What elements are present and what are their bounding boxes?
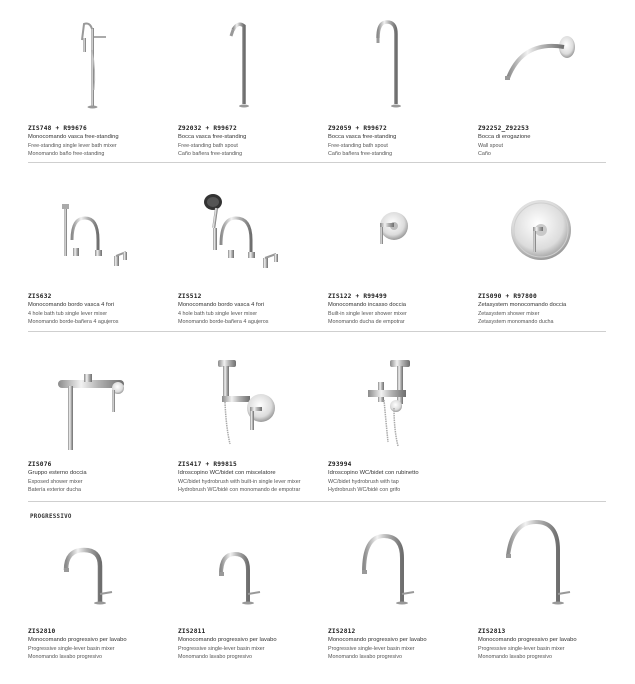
product-name-en: 4 hole bath tub single lever mixer: [28, 310, 108, 317]
product-code: ZIS2810: [28, 628, 56, 635]
product-name-it: Idroscopino WC/bidet con miscelatore: [178, 470, 276, 476]
built-in-shower-mixer-image: [328, 190, 478, 280]
product-name-es: Hydrobrush WC/bidé con grifo: [328, 487, 401, 494]
product-name-en: Free-standing single lever bath mixer: [28, 142, 117, 149]
product-name-en: Wall spout: [478, 142, 503, 149]
product-code: ZIS417 + R99815: [178, 461, 237, 468]
product-code: Z92032 + R99672: [178, 125, 237, 132]
product-name-en: 4 hole bath tub single lever mixer: [178, 310, 258, 317]
product-code: ZIS090 + R97800: [478, 293, 537, 300]
product-name-es: Monomando lavabo progresivo: [478, 654, 553, 661]
product-name-en: WC/bidet hydrobrush with tap: [328, 478, 399, 485]
wall-spout-image: [478, 20, 628, 115]
product-name-es: Monomando borde-bañera 4 agujeros: [178, 319, 269, 326]
product-code: Z92252_Z92253: [478, 125, 530, 132]
product-name-en: Progressive single-lever basin mixer: [478, 645, 565, 652]
basin-mixer-image: [328, 530, 478, 610]
product-name-it: Bocca vasca free-standing: [328, 134, 397, 140]
product-name-it: Monocomando vasca free-standing: [28, 134, 119, 140]
product-name-en: Free-standing bath spout: [178, 142, 238, 149]
product-code: Z93994: [328, 461, 352, 468]
section-label: PROGRESSIVO: [30, 514, 72, 520]
zetasystem-shower-mixer-image: [478, 190, 628, 280]
product-name-it: Idroscopino WC/bidet con rubinetto: [328, 470, 419, 476]
product-name-en: Zetasystem shower mixer: [478, 310, 540, 317]
product-name-es: Caño bañera free-standing: [178, 151, 243, 158]
wc-bidet-hydrobrush-with-tap-image: [328, 352, 478, 452]
product-name-en: Exposed shower mixer: [28, 478, 83, 485]
product-name-es: Monomando lavabo progresivo: [178, 654, 253, 661]
product-name-en: Built-in single lever shower mixer: [328, 310, 407, 317]
product-name-en: Progressive single-lever basin mixer: [178, 645, 265, 652]
product-name-it: Monocomando progressivo per lavabo: [178, 637, 277, 643]
product-name-es: Hydrobrush WC/bidé con monomando de empotrar: [178, 487, 301, 494]
product-code: Z92059 + R99672: [328, 125, 387, 132]
product-name-it: Zetasystem monocomando doccia: [478, 302, 567, 308]
product-name-es: Monomando baño free-standing: [28, 151, 105, 158]
row-divider: [28, 501, 606, 502]
product-name-es: Caño: [478, 151, 491, 158]
product-name-it: Monocomando bordo vasca 4 fori: [28, 302, 115, 308]
freestanding-bath-spout-image: [328, 20, 478, 115]
product-name-it: Monocomando progressivo per lavabo: [328, 637, 427, 643]
product-code: ZIS632: [28, 293, 52, 300]
basin-mixer-image: [28, 530, 178, 610]
product-name-es: Zetasystem monomando ducha: [478, 319, 554, 326]
product-name-en: WC/bidet hydrobrush with built-in single lever mixer: [178, 478, 301, 485]
product-name-en: Free-standing bath spout: [328, 142, 388, 149]
row-divider: [28, 331, 606, 332]
product-code: ZIS512: [178, 293, 202, 300]
basin-mixer-image: [478, 520, 628, 610]
freestanding-bath-mixer-image: [28, 20, 178, 115]
basin-mixer-image: [178, 530, 328, 610]
product-name-en: Progressive single-lever basin mixer: [28, 645, 115, 652]
product-name-es: Monomando borde-bañera 4 agujeros: [28, 319, 119, 326]
product-name-es: Monomando ducha de empotrar: [328, 319, 405, 326]
product-code: ZIS076: [28, 461, 52, 468]
product-code: ZIS2811: [178, 628, 206, 635]
product-name-it: Monocomando bordo vasca 4 fori: [178, 302, 265, 308]
product-name-es: Monomando lavabo progresivo: [28, 654, 103, 661]
product-name-it: Monocomando progressivo per lavabo: [28, 637, 127, 643]
four-hole-bath-mixer-image: [178, 190, 328, 280]
product-code: ZIS122 + R99499: [328, 293, 387, 300]
four-hole-bath-mixer-image: [28, 190, 178, 280]
product-name-es: Monomando lavabo progresivo: [328, 654, 403, 661]
product-name-it: Monocomando progressivo per lavabo: [478, 637, 577, 643]
product-code: ZIS2813: [478, 628, 506, 635]
row-divider: [28, 162, 606, 163]
product-code: ZIS2812: [328, 628, 356, 635]
product-name-es: Caño bañera free-standing: [328, 151, 393, 158]
product-name-en: Progressive single-lever basin mixer: [328, 645, 415, 652]
product-code: ZIS748 + R99676: [28, 125, 87, 132]
product-name-it: Monocomando incasso doccia: [328, 302, 406, 308]
freestanding-bath-spout-image: [178, 20, 328, 115]
product-name-it: Bocca di erogazione: [478, 134, 531, 140]
wc-bidet-hydrobrush-with-mixer-image: [178, 352, 328, 452]
product-name-es: Batería exterior ducha: [28, 487, 82, 494]
product-name-it: Gruppo esterno doccia: [28, 470, 87, 476]
exposed-shower-mixer-image: [28, 352, 178, 452]
product-name-it: Bocca vasca free-standing: [178, 134, 247, 140]
